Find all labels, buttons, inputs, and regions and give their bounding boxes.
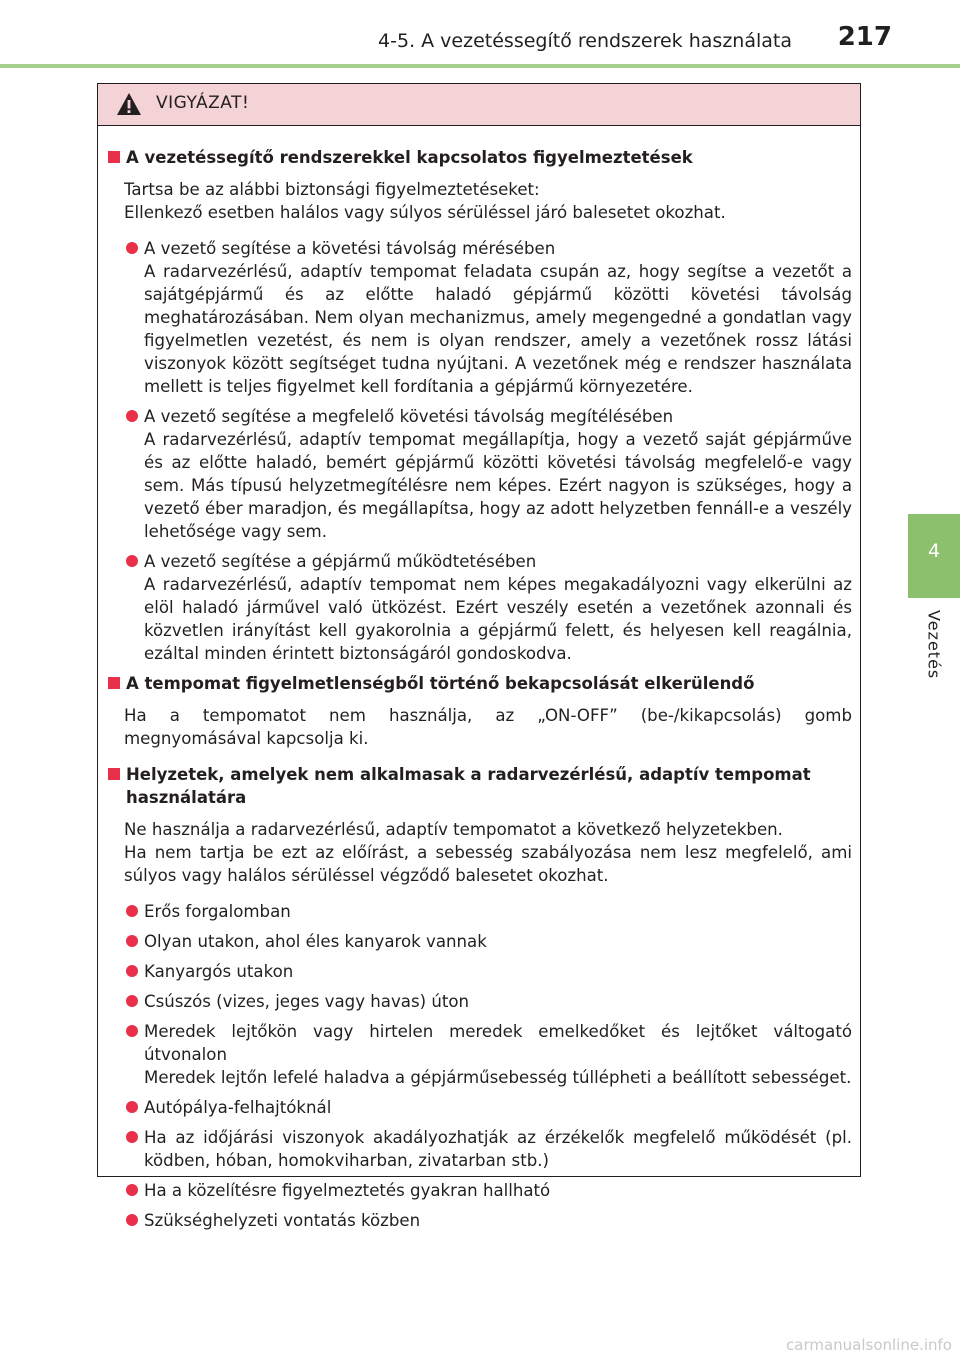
item-text: Meredek lejtőn lefelé haladva a gépjárműsebesség túllépheti a beállított sebességet. [144,1068,852,1087]
header-title: 4-5. A vezetéssegítő rendszerek használata [378,30,792,52]
section-intro [106,178,852,224]
square-bullet-icon [108,768,120,780]
list-item [106,1209,852,1232]
side-tab-label: Vezetés [924,610,944,680]
item-title: Meredek lejtőkön vagy hirtelen meredek emelkedőket és lejtőket váltogató útvonalon [144,1022,852,1064]
list-item [106,930,852,953]
round-bullet-icon [126,410,138,422]
round-bullet-icon [126,242,138,254]
item-title: Ha az időjárási viszonyok akadályozhatják az érzékelők megfelelő működését (pl. ködben, hóban, homokviharban, zivatarban stb.) [144,1128,852,1170]
section-heading [106,672,852,695]
item-title: Olyan utakon, ahol éles kanyarok vannak [144,932,487,951]
item-text: A radarvezérlésű, adaptív tempomat feladata csupán az, hogy segítse a vezetőt a sajátgépjármű és az előtte haladó gépjármű közötti követési távolság meghatározásában. Nem olyan mechanizmus, amely megengedné a gondatlan vagy figyelmetlen vezetést, és nem is olyan rendszer, amely a vezetőnek rossz látási viszonyok között segítséget tudna nyújtani. A vezetőnek még e rendszer használata mellett is teljes figyelmet kell fordítania a gépjármű környezetére. [144,262,852,396]
item-title: Kanyargós utakon [144,962,294,981]
warning-triangle-icon [116,92,142,116]
round-bullet-icon [126,555,138,567]
warning-label: VIGYÁZAT! [156,93,250,113]
round-bullet-icon [126,1214,138,1226]
section-intro [106,818,852,887]
square-bullet-icon [108,677,120,689]
list-item [106,1179,852,1202]
round-bullet-icon [126,1184,138,1196]
list-item [106,900,852,923]
section-heading-text: A vezetéssegítő rendszerekkel kapcsolatos figyelmeztetések [126,148,693,167]
item-title: Autópálya-felhajtóknál [144,1098,332,1117]
warning-body [98,126,860,1232]
header-rule [0,64,960,68]
section-heading-text: A tempomat figyelmetlenségből történő bekapcsolását elkerülendő [126,674,755,693]
list-item [106,405,852,543]
round-bullet-icon [126,1025,138,1037]
list-item [106,1020,852,1089]
list-item [106,550,852,665]
side-tab-label-wrap [908,610,960,710]
round-bullet-icon [126,1131,138,1143]
list-item [106,990,852,1013]
page-number: 217 [837,22,892,52]
side-tab-number: 4 [927,540,941,562]
item-title: Csúszós (vizes, jeges vagy havas) úton [144,992,470,1011]
round-bullet-icon [126,905,138,917]
item-title: A vezető segítése a követési távolság mérésében [144,239,556,258]
intro-line: Tartsa be az alábbi biztonsági figyelmeztetéseket: [124,180,540,199]
section-heading-text: Helyzetek, amelyek nem alkalmasak a radarvezérlésű, adaptív tempomat használatára [126,765,811,807]
warning-box [97,83,861,1230]
round-bullet-icon [126,1101,138,1113]
item-text: A radarvezérlésű, adaptív tempomat megállapítja, hogy a vezető saját gépjárműve és az előtte haladó, bemért gépjármű közötti követési távolság megfelelő-e vagy sem. Más típusú helyzetmegítélésre nem képes. Ezért nagyon is szükséges, hogy a vezető éber maradjon, és megállapítsa, hogy az adott helyzetben fennáll-e a veszély lehetősége vagy sem. [144,430,852,541]
section-intro [106,704,852,750]
item-title: A vezető segítése a megfelelő követési távolság megítélésében [144,407,674,426]
item-title: Erős forgalomban [144,902,291,921]
item-title: Szükséghelyzeti vontatás közben [144,1211,421,1230]
warning-header [98,84,860,126]
watermark: carmanualsonline.info [786,1336,952,1354]
list-item [106,960,852,983]
item-title: Ha a közelítésre figyelmeztetés gyakran hallható [144,1181,551,1200]
intro-line: Ha a tempomatot nem használja, az „ON-OFF” (be-/kikapcsolás) gomb megnyomásával kapcsolja ki. [124,706,852,748]
item-title: A vezető segítése a gépjármű működtetésében [144,552,537,571]
list-item [106,1096,852,1119]
intro-line: Ha nem tartja be ezt az előírást, a sebesség szabályozása nem lesz megfelelő, ami súlyos vagy halálos sérüléssel végződő balesetet okozhat. [124,843,852,885]
list-item [106,237,852,398]
section-heading [106,763,852,809]
section-heading [106,146,852,169]
list-item [106,1126,852,1172]
round-bullet-icon [126,965,138,977]
item-text: A radarvezérlésű, adaptív tempomat nem képes megakadályozni vagy elkerülni az elöl haladó járművel való ütközést. Ezért veszély esetén a vezetőnek azonnali és közvetlen irányítást kell gyakorolnia a gépjármű felett, és helyesen kell reagálnia, ezáltal minden érintett biztonságáról gondoskodva. [144,575,852,663]
round-bullet-icon [126,935,138,947]
intro-line: Ne használja a radarvezérlésű, adaptív tempomatot a következő helyzetekben. [124,820,783,839]
round-bullet-icon [126,995,138,1007]
square-bullet-icon [108,151,120,163]
intro-line: Ellenkező esetben halálos vagy súlyos sérüléssel járó balesetet okozhat. [124,203,726,222]
